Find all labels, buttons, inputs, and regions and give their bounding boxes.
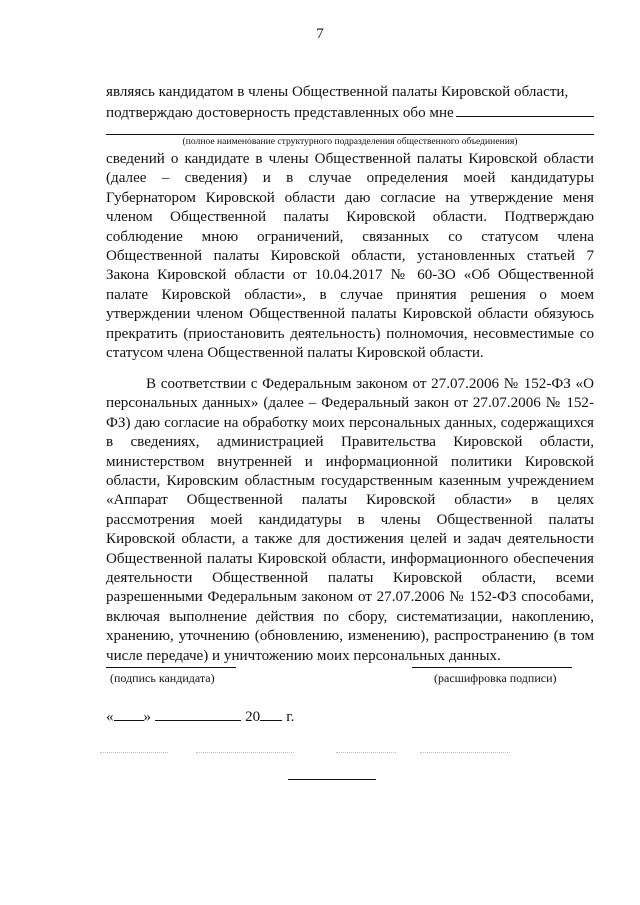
signature-decryption-caption: (расшифровка подписи) bbox=[434, 671, 557, 685]
date-close-quote: » bbox=[143, 709, 152, 725]
faint-scan-line-4 bbox=[420, 752, 510, 753]
organization-name-caption: (полное наименование структурного подразделения общественного объединения) bbox=[182, 136, 518, 147]
date-open-quote: « bbox=[106, 709, 114, 725]
consent-paragraph-1: сведений о кандидате в члены Общественной палаты Кировской области (далее – сведения) и в случае определения моей кандидатуры Губернатором Кировской области даю согласие на утверждение меня членом Общественной палаты Кировской области. Подтверждаю соблюдение мною ограничений, связанных со статусом члена Общественной палаты Кировской области, установленных статьей 7 Закона Кировской области от 10.04.2017 № 60-ЗО «Об Общественной палате Кировской области», в случае принятия решения о моем утверждении членом Общественной палаты Кировской области обязуюсь прекратить (приостановить деятельность) полномочия, несовместимые со статусом члена Общественной палаты Кировской области. bbox=[106, 151, 594, 362]
year-blank[interactable] bbox=[260, 707, 282, 721]
fill-in-blank[interactable] bbox=[456, 102, 594, 117]
faint-scan-line-1 bbox=[100, 752, 168, 753]
signature-caption: (подпись кандидата) bbox=[110, 671, 215, 685]
day-blank[interactable] bbox=[114, 707, 144, 721]
intro-line-2 bbox=[106, 102, 594, 123]
intro-line-1: являясь кандидатом в члены Общественной палаты Кировской области, bbox=[106, 84, 569, 100]
date-line bbox=[106, 707, 294, 726]
faint-scan-line-2 bbox=[196, 752, 294, 753]
intro-line-2-text: подтверждаю достоверность представленных обо мне bbox=[106, 105, 454, 121]
year-suffix: г. bbox=[286, 709, 295, 725]
page-number: 7 bbox=[316, 26, 324, 42]
signature-decryption-line[interactable] bbox=[412, 667, 572, 668]
consent-paragraph-2: В соответствии с Федеральным законом от 27.07.2006 № 152-ФЗ «О персональных данных» (далее – Федеральный закон от 27.07.2006 № 152-ФЗ) даю согласие на обработку моих персональных данных, содержащихся в сведениях, администрацией Правительства Кировской области, министерством внутренней и информационной политики Кировской области, Кировским областным государственным казенным учреждением «Аппарат Общественной палаты Кировской области» в целях рассмотрения моей кандидатуры в члены Общественной палаты Кировской области, а также для достижения целей и задач деятельности Общественной палаты Кировской области, информационного обеспечения деятельности Общественной палаты Кировской области, всеми разрешенными Федеральным законом от 27.07.2006 № 152-ФЗ способами, включая выполнение действия по сбору, систематизации, накоплению, хранению, уточнению (обновлению, изменению), распространению (в том числе передаче) и уничтожению моих персональных данных. bbox=[106, 376, 594, 664]
intro-block bbox=[106, 83, 594, 123]
faint-scan-line-3 bbox=[336, 752, 396, 753]
organization-name-line[interactable] bbox=[106, 134, 594, 135]
signature-line[interactable] bbox=[106, 667, 236, 668]
month-blank[interactable] bbox=[155, 707, 241, 721]
end-of-document-rule bbox=[288, 779, 376, 780]
year-prefix: 20 bbox=[245, 709, 261, 725]
